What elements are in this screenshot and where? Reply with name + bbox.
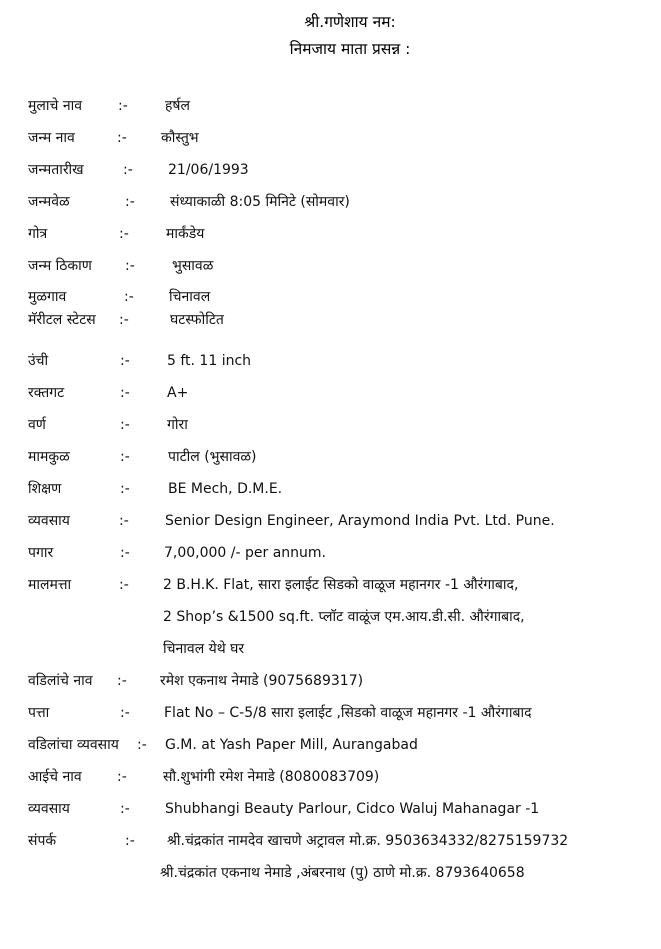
field-separator: :-	[119, 226, 129, 242]
field-value: 2 B.H.K. Flat, सारा इलाईट सिडको वाळूज महानगर -1 औरंगाबाद,	[163, 577, 519, 593]
field-label: रक्तगट	[28, 385, 65, 401]
field-value: Shubhangi Beauty Parlour, Cidco Waluj Mahanagar -1	[165, 801, 540, 817]
field-row-birth-time	[0, 191, 661, 213]
field-value: मार्कंडेय	[166, 226, 205, 242]
field-row-child-name	[0, 95, 661, 117]
field-separator: :-	[118, 98, 128, 114]
field-label: मुळगाव	[28, 289, 67, 305]
field-value: कौस्तुभ	[161, 130, 199, 146]
field-value: G.M. at Yash Paper Mill, Aurangabad	[165, 737, 418, 753]
field-row-father-occupation	[0, 734, 661, 756]
field-row-blood-group	[0, 382, 661, 404]
field-label: शिक्षण	[28, 481, 62, 497]
field-label: मामकुळ	[28, 449, 70, 465]
field-row-birth-date	[0, 159, 661, 181]
field-label: वडिलांचा व्यवसाय	[28, 737, 119, 753]
field-separator: :-	[137, 737, 147, 753]
field-label: जन्म नाव	[28, 130, 75, 146]
field-label: जन्मवेळ	[28, 194, 70, 210]
field-label: मुलाचे नाव	[28, 98, 83, 114]
field-value: भुसावळ	[172, 258, 214, 274]
property-continuation: चिनावल येथे घर	[163, 641, 245, 657]
field-separator: :-	[124, 289, 134, 305]
field-value: हर्षल	[165, 98, 191, 114]
field-value: 5 ft. 11 inch	[167, 353, 252, 369]
field-separator: :-	[120, 449, 130, 465]
field-value: रमेश एकनाथ नेमाडे (9075689317)	[160, 673, 364, 689]
field-value: Senior Design Engineer, Araymond India Pvt. Ltd. Pune.	[165, 513, 555, 529]
field-row-mother-occupation	[0, 798, 661, 820]
field-label: वडिलांचे नाव	[28, 673, 93, 689]
field-label: मॅरीटल स्टेटस	[28, 312, 96, 328]
field-label: व्यवसाय	[28, 513, 70, 529]
field-separator: :-	[120, 801, 130, 817]
field-separator: :-	[120, 481, 130, 497]
field-label: जन्म ठिकाण	[28, 258, 92, 274]
field-value: A+	[167, 385, 189, 401]
field-separator: :-	[120, 705, 130, 721]
field-row-contact	[0, 830, 661, 852]
field-row-gotra	[0, 223, 661, 245]
field-label: उंची	[28, 353, 49, 369]
field-separator: :-	[120, 545, 130, 561]
field-separator: :-	[120, 385, 130, 401]
field-row-education	[0, 478, 661, 500]
field-value: श्री.चंद्रकांत नामदेव खाचणे अट्रावल मो.क्र. 9503634332/8275159732	[167, 833, 569, 849]
contact-continuation: श्री.चंद्रकांत एकनाथ नेमाडे ,अंबरनाथ (पु) ठाणे मो.क्र. 8793640658	[160, 865, 525, 881]
field-label: पगार	[28, 545, 54, 561]
field-value: 21/06/1993	[168, 162, 249, 178]
field-row-birth-place	[0, 255, 661, 277]
field-separator: :-	[120, 417, 130, 433]
field-label: व्यवसाय	[28, 801, 70, 817]
field-value: 7,00,000 /- per annum.	[164, 545, 327, 561]
field-separator: :-	[119, 312, 129, 328]
field-row-marital-status	[0, 309, 661, 331]
field-row-occupation	[0, 510, 661, 532]
field-value: चिनावल	[169, 289, 211, 305]
field-row-address	[0, 702, 661, 724]
field-label: संपर्क	[28, 833, 57, 849]
field-row-salary	[0, 542, 661, 564]
field-row-birth-name	[0, 127, 661, 149]
field-value: गोरा	[167, 417, 188, 433]
field-value: घटस्फोटित	[170, 312, 224, 328]
field-separator: :-	[125, 194, 135, 210]
field-label: गोत्र	[28, 226, 48, 242]
field-row-height	[0, 350, 661, 372]
field-label: वर्ण	[28, 417, 46, 433]
field-separator: :-	[119, 577, 129, 593]
field-row-maternal-family	[0, 446, 661, 468]
field-row-father-name	[0, 670, 661, 692]
field-value: संध्याकाळी 8:05 मिनिटे (सोमवार)	[170, 194, 350, 210]
property-continuation: 2 Shop’s &1500 sq.ft. प्लॉट वाळूंज एम.आय.डी.सी. औरंगाबाद,	[163, 609, 525, 625]
field-row-complexion	[0, 414, 661, 436]
field-separator: :-	[123, 162, 133, 178]
field-label: मालमत्ता	[28, 577, 72, 593]
field-separator: :-	[120, 353, 130, 369]
field-value: Flat No – C-5/8 सारा इलाईट ,सिडको वाळूज महानगर -1 औरंगाबाद	[164, 705, 532, 721]
field-separator: :-	[119, 513, 129, 529]
field-value: पाटील (भुसावळ)	[168, 449, 257, 465]
field-value: BE Mech, D.M.E.	[168, 481, 283, 497]
invocation-heading: श्री.गणेशाय नम:	[304, 13, 396, 31]
field-separator: :-	[125, 833, 135, 849]
field-row-property	[0, 574, 661, 596]
field-label: पत्ता	[28, 705, 50, 721]
field-separator: :-	[125, 258, 135, 274]
field-row-native-place	[0, 286, 661, 308]
blessing-heading: निमजाय माता प्रसन्न :	[289, 40, 411, 58]
field-row-mother-name	[0, 766, 661, 788]
field-separator: :-	[117, 673, 127, 689]
field-separator: :-	[117, 130, 127, 146]
field-value: सौ.शुभांगी रमेश नेमाडे (8080083709)	[163, 769, 380, 785]
field-label: जन्मतारीख	[28, 162, 84, 178]
field-label: आईचे नाव	[28, 769, 82, 785]
field-separator: :-	[117, 769, 127, 785]
